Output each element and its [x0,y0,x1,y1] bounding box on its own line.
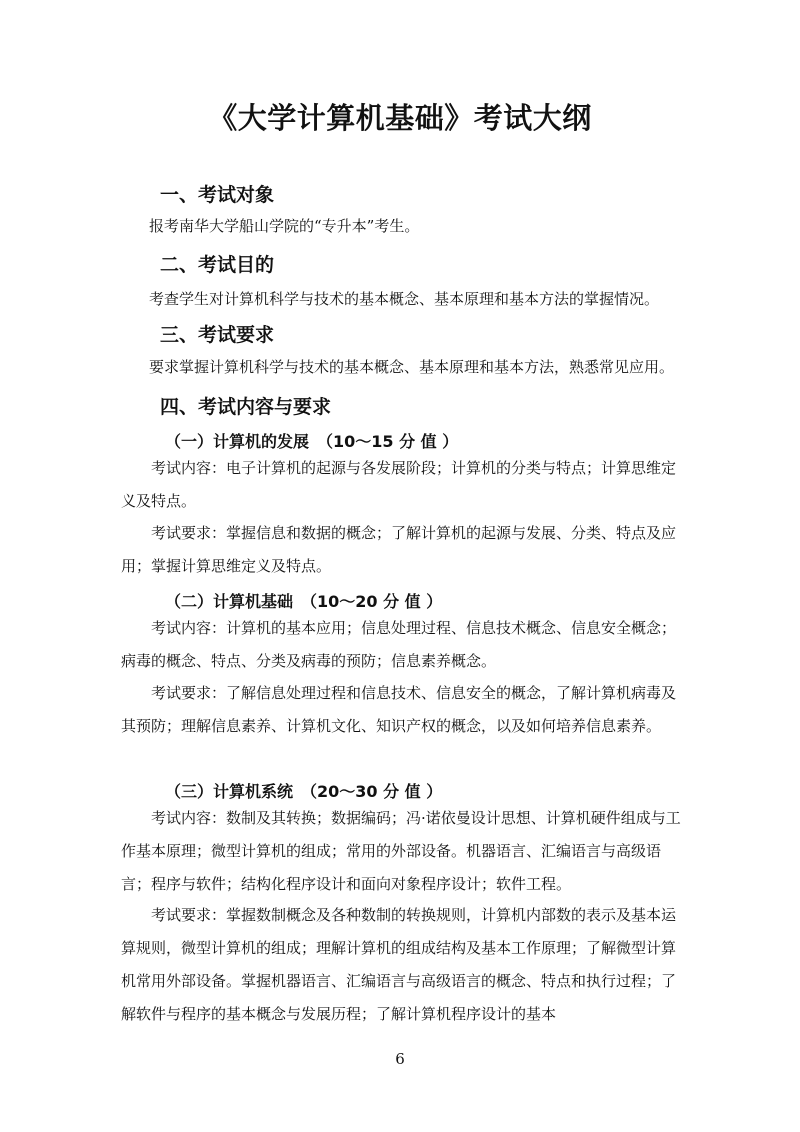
section-heading-exam-requirements: 三、考试要求 [160,324,275,346]
paragraph-basics-requirement: 考试要求：了解信息处理过程和信息技术、信息安全的概念，了解计算机病毒及其预防；理解信息素养、计算机文化、知识产权的概念，以及如何培养信息素养。 [121,684,677,735]
subsection-heading-computer-system: （三）计算机系统 （20～30 分 值 ） [165,782,443,801]
paragraph-exam-requirements: 要求掌握计算机科学与技术的基本概念、基本原理和基本方法，熟悉常见应用。 [149,358,675,376]
paragraph-system-requirement: 考试要求：掌握数制概念及各种数制的转换规则，计算机内部数的表示及基本运算规则，微型计算机的组成；理解计算机的组成结构及基本工作原理；了解微型计算机常用外部设备。掌握机器语言、汇编语言与高级语言的概念、特点和执行过程；了解软件与程序的基本概念与发展历程；了解计算机程序设计的基本 [121,906,677,1023]
section-heading-exam-purpose: 二、考试目的 [160,254,275,276]
page-number: 6 [395,1050,405,1068]
document-title: 《大学计算机基础》考试大纲 [208,101,592,135]
subsection-heading-computer-development: （一）计算机的发展 （10～15 分 值 ） [165,432,459,451]
section-heading-exam-content: 四、考试内容与要求 [160,396,332,418]
paragraph-exam-target: 报考南华大学船山学院的“专升本”考生。 [149,217,420,235]
section-heading-exam-target: 一、考试对象 [160,184,275,206]
paragraph-development-requirement: 考试要求：掌握信息和数据的概念；了解计算机的起源与发展、分类、特点及应用；掌握计算思维定义及特点。 [121,524,677,575]
paragraph-development-content: 考试内容：电子计算机的起源与各发展阶段；计算机的分类与特点；计算思维定义及特点。 [121,459,677,510]
paragraph-basics-content: 考试内容：计算机的基本应用；信息处理过程、信息技术概念、信息安全概念；病毒的概念、特点、分类及病毒的预防；信息素养概念。 [121,619,677,670]
subsection-heading-computer-basics: （二）计算机基础 （10～20 分 值 ） [165,592,443,611]
paragraph-exam-purpose: 考查学生对计算机科学与技术的基本概念、基本原理和基本方法的掌握情况。 [149,290,660,308]
paragraph-system-content: 考试内容：数制及其转换；数据编码；冯·诺依曼设计思想、计算机硬件组成与工作基本原理；微型计算机的组成；常用的外部设备。机器语言、汇编语言与高级语言；程序与软件；结构化程序设计和面向对象程序设计；软件工程。 [121,809,681,893]
